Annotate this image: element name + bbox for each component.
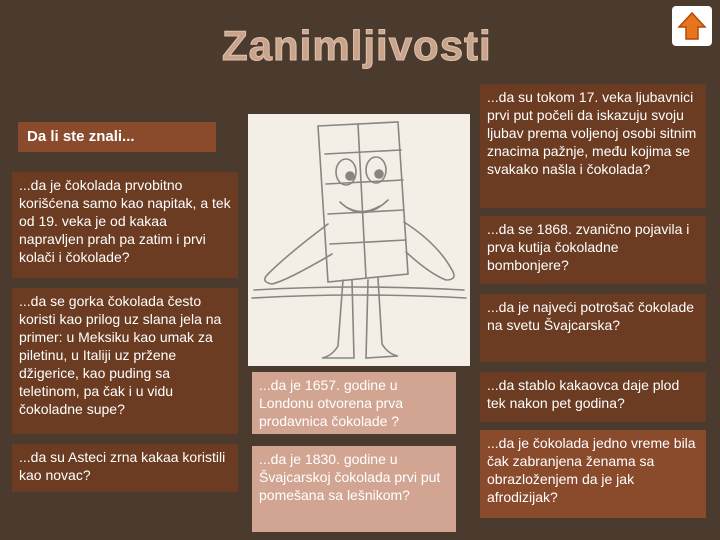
fact-box: ...da je čokolada prvobitno korišćena samo kao napitak, a tek od 19. veka je od kakaa napravljen prah pa zatim i prvi kolači i čokolade?	[12, 172, 238, 278]
fact-box: ...da stablo kakaovca daje plod tek nakon pet godina?	[480, 372, 706, 422]
fact-box: ...da je 1830. godine u Švajcarskoj čokolada prvi put pomešana sa lešnikom?	[252, 446, 456, 532]
fact-box: ...da je čokolada jedno vreme bila čak zabranjena ženama sa obrazloženjem da je jak afrodizijak?	[480, 430, 706, 518]
home-arrow-up-icon	[676, 10, 708, 42]
fact-box: ...da je najveći potrošač čokolade na svetu Švajcarska?	[480, 294, 706, 362]
fact-box: ...da je 1657. godine u Londonu otvorena prva prodavnica čokolade ?	[252, 372, 456, 434]
fact-box: ...da se 1868. zvanično pojavila i prva kutija čokoladne bombonjere?	[480, 216, 706, 284]
fact-box: ...da se gorka čokolada često koristi kao prilog uz slana jela na primer: u Meksiku kao umak za piletinu, u Italiji uz pržene džigerice, kao puding sa teletinom, pa čak i u vidu čokoladne supe?	[12, 288, 238, 434]
fact-box: ...da su tokom 17. veka ljubavnici prvi put počeli da iskazuju svoju ljubav prema voljenoj osobi sitnim znacima pažnje, među kojima se svakako našla i čokolada?	[480, 84, 706, 208]
fact-box: ...da su Asteci zrna kakaa koristili kao novac?	[12, 444, 238, 492]
chocolate-bar-illustration	[248, 114, 470, 366]
page-title: Zanimljivosti	[222, 22, 492, 69]
home-button[interactable]	[672, 6, 712, 46]
section-heading: Da li ste znali...	[18, 122, 216, 152]
